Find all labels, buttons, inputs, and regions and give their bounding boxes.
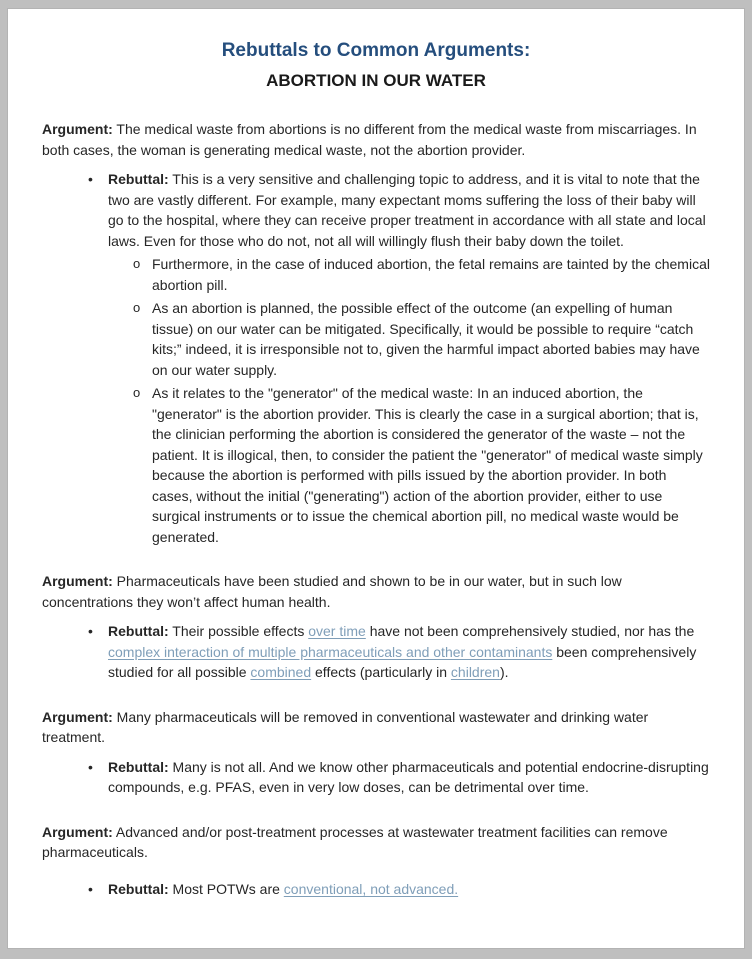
rebuttal-item (42, 757, 710, 798)
argument-label: Argument: (42, 708, 113, 725)
rebuttal-text: This is a very sensitive and challenging topic to address, and it is vital to note that the two are vastly different. For example, many expectant moms suffering the loss of their baby will go to the hospital, where they can receive proper treatment in accordance with all state and local laws. Even for those who do not, not all will willingly flush their baby down the toilet. (108, 171, 706, 249)
circle-bullet-marker: o (133, 385, 141, 400)
sub-bullet-text: Furthermore, in the case of induced abortion, the fetal remains are tainted by the chemical abortion pill. (152, 256, 710, 293)
sub-bullet-text: As an abortion is planned, the possible effect of the outcome (an expelling of human tissue) on our water can be mitigated. Specifically, it would be possible to require “catch kits;” indeed, it is irresponsible not to, given the harmful impact aborted babies may have on our water supply. (152, 300, 700, 378)
argument-label: Argument: (42, 121, 113, 137)
argument-paragraph (42, 707, 710, 748)
rebuttal-label: Rebuttal: (108, 623, 169, 639)
rebuttal-text: Most POTWs are (168, 880, 284, 897)
bullet-marker: • (88, 880, 93, 897)
rebuttal-item (42, 621, 710, 683)
rebuttal-text: ). (499, 664, 509, 680)
argument-paragraph (42, 119, 710, 160)
argument-paragraph (42, 822, 710, 863)
rebuttal-text-block (108, 169, 710, 251)
rebuttal-label: Rebuttal: (108, 758, 169, 775)
link-combined[interactable]: combined (250, 664, 312, 680)
bullet-marker: • (88, 758, 93, 775)
bullet-marker: • (88, 623, 93, 639)
circle-bullet-marker: o (133, 300, 141, 315)
sub-bullet-text: As it relates to the "generator" of the medical waste: In an induced abortion, the "generator" is the abortion provider. This is clearly the case in a surgical abortion; that is, the clinician performing the abortion is considered the generator of the waste – not the patient. It is illogical, then, to consider the patient the "generator" of medical waste simply because the abortion is performed with pills issued by the abortion provider. In both cases, without the initial ("generating") action of the abortion provider, either to use surgical instruments or to issue the chemical abortion pill, no medical waste would be generated. (152, 385, 703, 545)
rebuttal-text: have not been comprehensively studied, nor has the (365, 623, 695, 639)
argument-text: Advanced and/or post-treatment processes at wastewater treatment facilities can remove pharmaceuticals. (42, 823, 668, 860)
argument-text: Pharmaceuticals have been studied and shown to be in our water, but in such low concentrations they won’t affect human health. (42, 573, 622, 610)
link-complex-interaction[interactable]: complex interaction of multiple pharmaceuticals and other contaminants (108, 643, 553, 660)
argument-text: Many pharmaceuticals will be removed in conventional wastewater and drinking water treatment. (42, 708, 649, 745)
circle-bullet-marker: o (133, 256, 141, 271)
rebuttal-item (42, 169, 710, 251)
argument-label: Argument: (42, 573, 113, 589)
sub-bullet-item (42, 383, 710, 547)
rebuttal-text: Many is not all. And we know other pharmaceuticals and potential endocrine-disrupting compounds, e.g. PFAS, even in very low doses, can be detrimental over time. (108, 758, 709, 795)
argument-section-4 (42, 822, 710, 900)
rebuttal-text-block (108, 621, 710, 683)
argument-paragraph (42, 571, 710, 612)
document-title: Rebuttals to Common Arguments: (221, 40, 531, 61)
rebuttal-label: Rebuttal: (108, 880, 169, 897)
bullet-marker: • (88, 171, 93, 187)
argument-section-2 (42, 571, 710, 683)
rebuttal-label: Rebuttal: (108, 171, 169, 187)
sub-bullet-item (42, 254, 710, 295)
document-page (7, 8, 745, 949)
link-over-time[interactable]: over time (308, 623, 366, 639)
argument-section-3 (42, 707, 710, 798)
document-subtitle: ABORTION IN OUR WATER (266, 71, 486, 90)
rebuttal-item (42, 879, 710, 900)
argument-section-1 (42, 119, 710, 547)
rebuttal-text: Their possible effects (168, 623, 309, 639)
argument-text: The medical waste from abortions is no different from the medical waste from miscarriages. In both cases, the woman is generating medical waste, not the abortion provider. (42, 121, 697, 158)
rebuttal-text: effects (particularly in (311, 664, 451, 680)
rebuttal-text: been comprehensively studied for all possible (108, 643, 697, 680)
argument-label: Argument: (42, 823, 113, 840)
rebuttal-text-block (108, 757, 710, 798)
link-conventional-not-advanced[interactable]: conventional, not advanced. (283, 880, 459, 897)
sub-bullet-item (42, 298, 710, 380)
rebuttal-text-block (108, 879, 710, 900)
link-children[interactable]: children (450, 664, 500, 680)
